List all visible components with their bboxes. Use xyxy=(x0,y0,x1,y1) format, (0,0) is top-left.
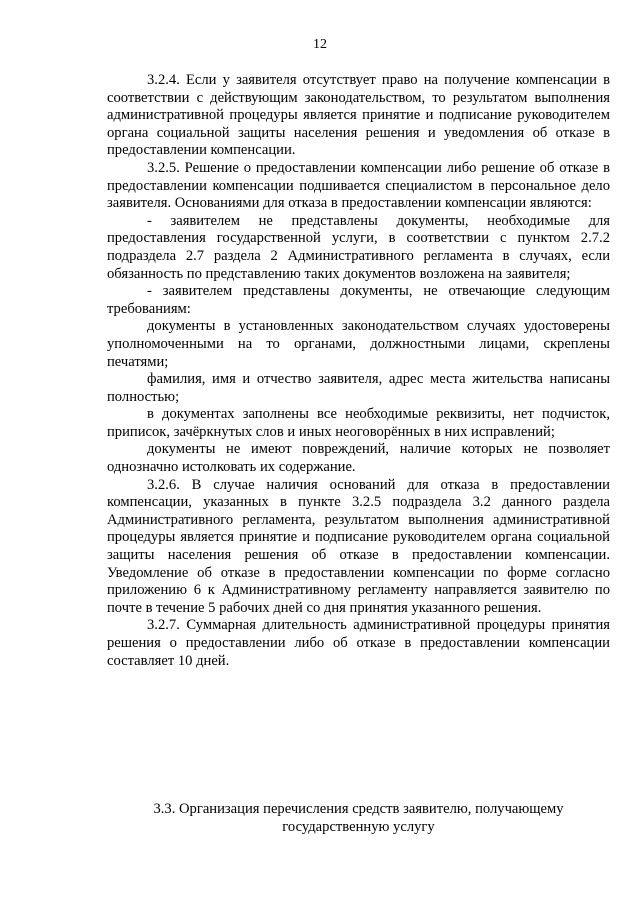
document-body xyxy=(107,72,610,670)
section-heading-line-2: государственную услугу xyxy=(282,819,435,835)
paragraph-3-2-5: 3.2.5. Решение о предоставлении компенсации либо решение об отказе в предоставлении компенсации подшивается специалистом в персональное дело заявителя. Основаниями для отказа в предоставлении компенсации являются: xyxy=(107,159,610,212)
refusal-reason-documents-not-provided: - заявителем не представлены документы, необходимые для предоставления государственной услуги, в соответствии с пунктом 2.7.2 подраздела 2.7 раздела 2 Административного регламента в случаях, если обязанность по представлению таких документов возложена на заявителя; xyxy=(107,212,610,282)
page-number: 12 xyxy=(313,37,327,52)
paragraph-3-2-6: 3.2.6. В случае наличия оснований для отказа в предоставлении компенсации, указанных в пункте 3.2.5 подраздела 3.2 данного раздела Административного регламента, результатом выполнения административной процедуры является принятие и подписание руководителем органа социальной защиты населения решения об отказе в предоставлении компенсации. Уведомление об отказе в предоставлении компенсации по форме согласно приложению 6 к Административному регламенту направляется заявителю по почте в течение 5 рабочих дней со дня принятия указанного решения. xyxy=(107,476,610,616)
refusal-reason-requirements-not-met: - заявителем представлены документы, не отвечающие следующим требованиям: xyxy=(107,283,610,317)
requirement-certified: документы в установленных законодательством случаях удостоверены уполномоченными на то органами, должностными лицами, скреплены печатями; xyxy=(107,318,610,370)
requirement-all-details-filled: в документах заполнены все необходимые реквизиты, нет подчисток, приписок, зачёркнутых слов и иных неоговорённых в них исправлений; xyxy=(107,406,610,440)
paragraph-3-2-4: 3.2.4. Если у заявителя отсутствует право на получение компенсации в соответствии с действующим законодательством, то результатом выполнения административной процедуры является принятие и подписание руководителем органа социальной защиты населения решения и уведомления об отказе в предоставлении компенсации. xyxy=(107,72,610,159)
section-heading-3-3 xyxy=(107,800,610,836)
requirement-full-name-address: фамилия, имя и отчество заявителя, адрес места жительства написаны полностью; xyxy=(107,371,610,405)
paragraph-3-2-7: 3.2.7. Суммарная длительность административной процедуры принятия решения о предоставлении либо об отказе в предоставлении компенсации составляет 10 дней. xyxy=(107,617,610,669)
section-heading-line-1: 3.3. Организация перечисления средств заявителю, получающему xyxy=(153,801,564,817)
requirement-no-damage: документы не имеют повреждений, наличие которых не позволяет однозначно истолковать их содержание. xyxy=(107,441,610,476)
